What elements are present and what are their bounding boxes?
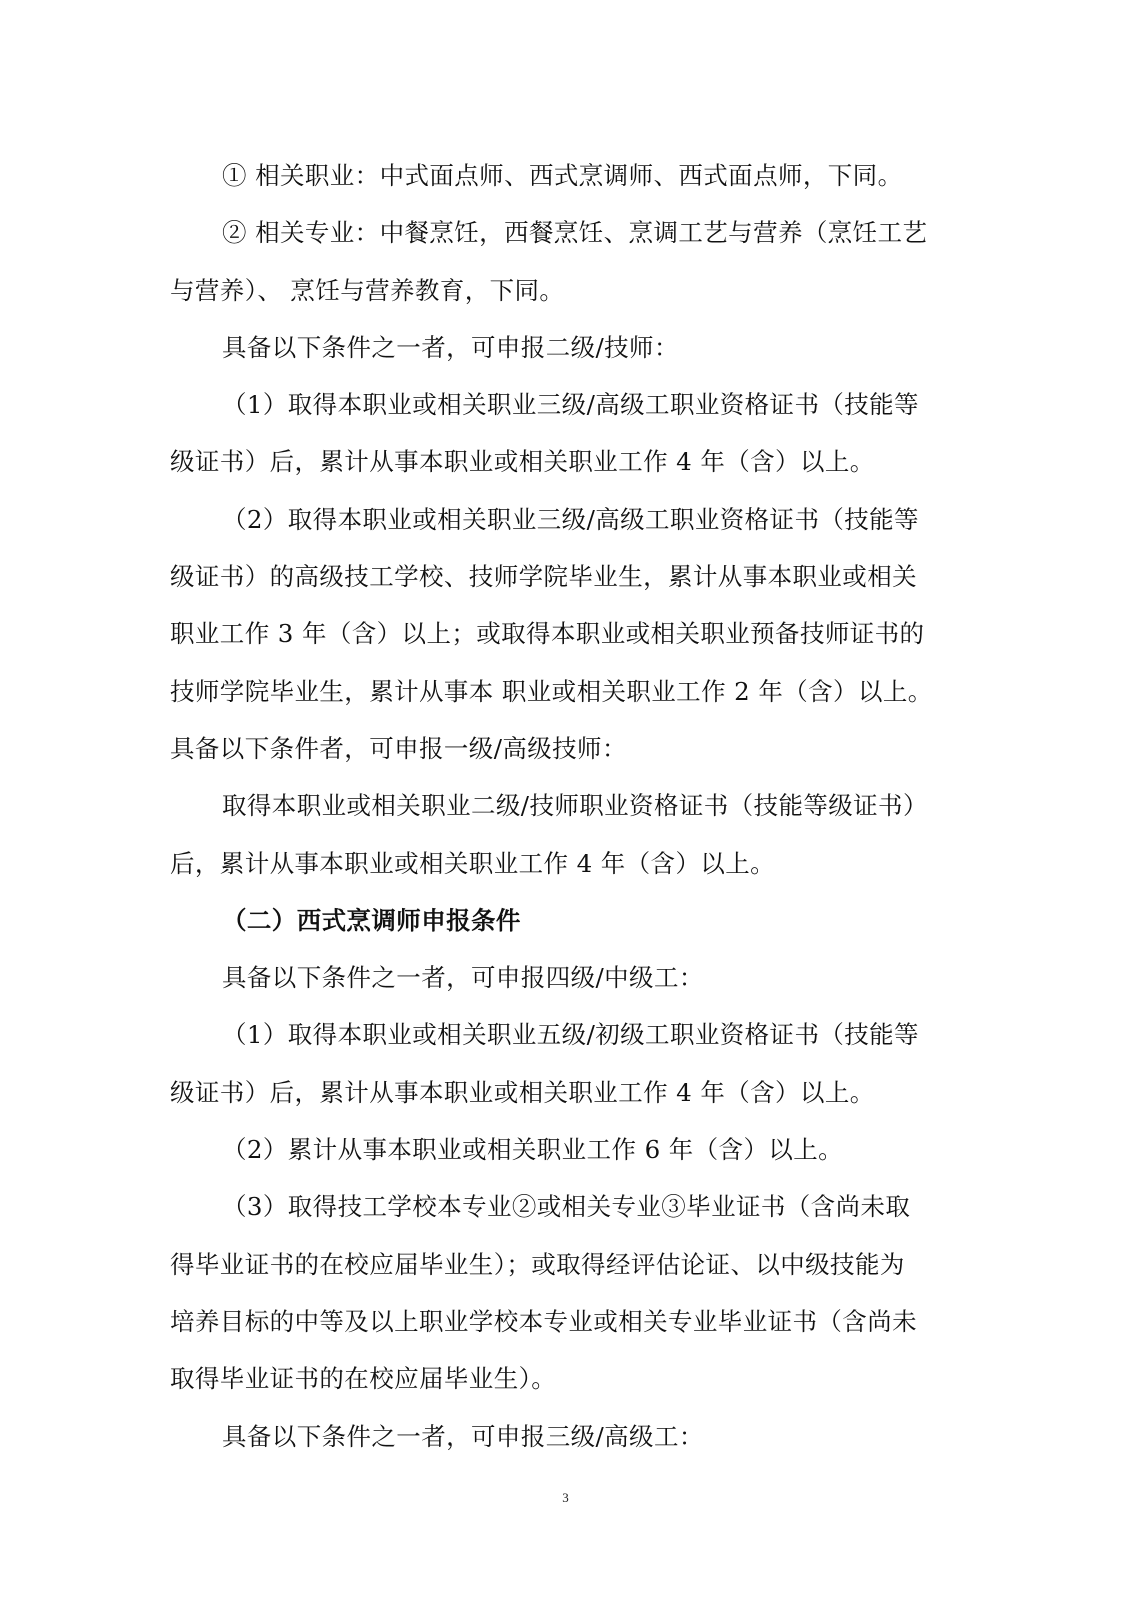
text-line: 级证书）后，累计从事本职业或相关职业工作 4 年（含）以上。 xyxy=(170,1077,875,1107)
text-line: 培养目标的中等及以上职业学校本专业或相关专业毕业证书（含尚未 xyxy=(170,1306,917,1336)
text-line: 取得本职业或相关职业二级/技师职业资格证书（技能等级证书） xyxy=(222,791,928,821)
text-line: （1）取得本职业或相关职业三级/高级工职业资格证书（技能等 xyxy=(222,390,919,420)
text-line: 后，累计从事本职业或相关职业工作 4 年（含）以上。 xyxy=(170,848,776,878)
text-line: （2）取得本职业或相关职业三级/高级工职业资格证书（技能等 xyxy=(222,504,919,534)
page-number: 3 xyxy=(562,1490,569,1505)
text-line: ① 相关职业：中式面点师、西式烹调师、西式面点师，下同。 xyxy=(222,161,903,190)
text-line: 技师学院毕业生，累计从事本 职业或相关职业工作 2 年（含）以上。 xyxy=(170,676,933,706)
text-line: 具备以下条件之一者，可申报四级/中级工： xyxy=(222,963,704,993)
body-text xyxy=(170,147,970,1465)
text-line: 级证书）的高级技工学校、技师学院毕业生，累计从事本职业或相关 xyxy=(170,562,917,592)
text-line: 取得毕业证书的在校应届毕业生）。 xyxy=(170,1364,557,1394)
section-heading: （二）西式烹调师申报条件 xyxy=(222,905,521,935)
text-line: 与营养）、 烹饪与营养教育，下同。 xyxy=(170,275,565,305)
text-line: （2）累计从事本职业或相关职业工作 6 年（含）以上。 xyxy=(222,1135,844,1165)
text-line: ② 相关专业：中餐烹饪，西餐烹饪、烹调工艺与营养（烹饪工艺 xyxy=(222,218,928,248)
text-line: 具备以下条件者，可申报一级/高级技师： xyxy=(170,733,627,763)
text-line: 具备以下条件之一者，可申报三级/高级工： xyxy=(222,1421,704,1451)
text-line: 得毕业证书的在校应届毕业生）；或取得经评估论证、以中级技能为 xyxy=(170,1249,905,1279)
text-line: 具备以下条件之一者，可申报二级/技师： xyxy=(222,332,679,362)
text-line: 职业工作 3 年（含）以上；或取得本职业或相关职业预备技师证书的 xyxy=(170,619,925,649)
text-line: （3）取得技工学校本专业②或相关专业③毕业证书（含尚未取 xyxy=(222,1192,911,1222)
text-line: 级证书）后，累计从事本职业或相关职业工作 4 年（含）以上。 xyxy=(170,447,875,477)
text-line: （1）取得本职业或相关职业五级/初级工职业资格证书（技能等 xyxy=(222,1020,919,1050)
